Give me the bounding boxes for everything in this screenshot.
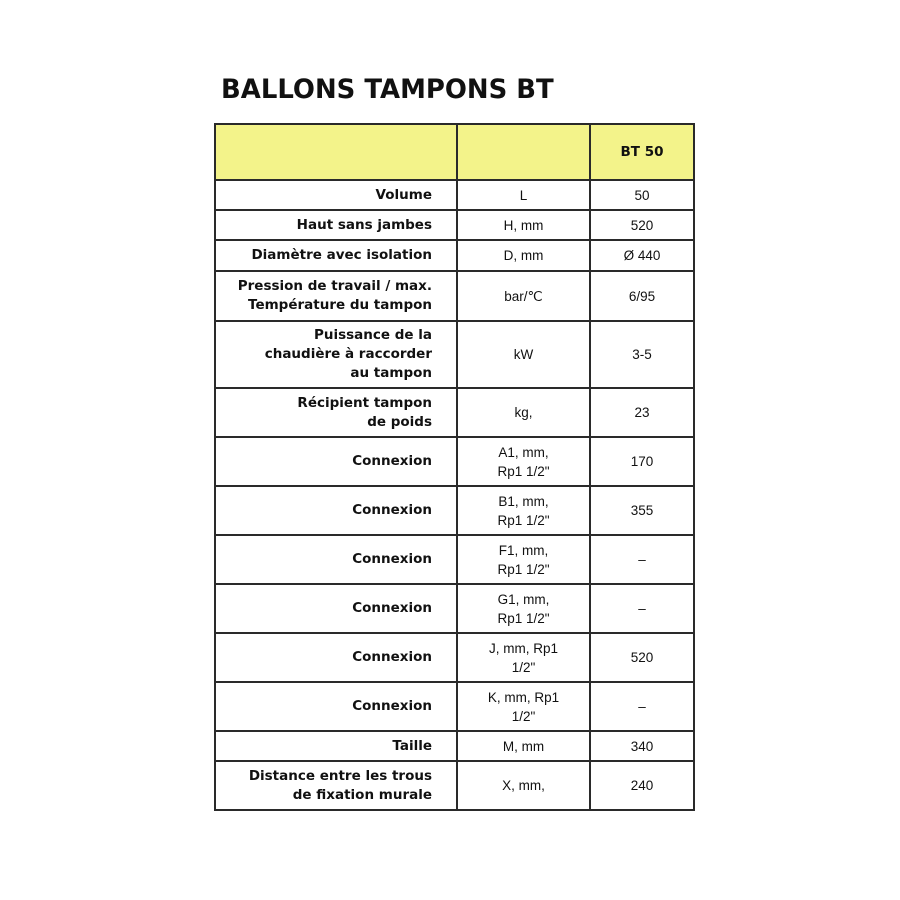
table-row bbox=[215, 437, 694, 486]
row-label-line: Connexion bbox=[352, 453, 432, 469]
row-unit-line: L bbox=[519, 187, 528, 203]
row-label-line: de fixation murale bbox=[292, 786, 432, 803]
row-label-line: Connexion bbox=[352, 551, 432, 567]
row-unit-line: J, mm, Rp1 bbox=[488, 640, 558, 656]
row-label-line: Pression de travail / max. bbox=[237, 278, 432, 294]
row-value: 170 bbox=[590, 437, 694, 486]
table-row bbox=[215, 486, 694, 535]
row-unit bbox=[457, 210, 590, 240]
row-label-line: chaudière à raccorder bbox=[264, 346, 432, 362]
row-label-line: Distance entre les trous bbox=[248, 767, 432, 784]
row-label bbox=[215, 486, 457, 535]
row-label-line: Connexion bbox=[352, 649, 432, 665]
table-header-row bbox=[215, 124, 694, 180]
row-unit-line: kW bbox=[513, 347, 534, 362]
row-label bbox=[215, 682, 457, 731]
row-label bbox=[215, 584, 457, 633]
spec-table bbox=[214, 123, 695, 811]
table-row bbox=[215, 271, 694, 321]
row-value: 6/95 bbox=[590, 271, 694, 321]
row-unit-line: K, mm, Rp1 bbox=[487, 689, 560, 705]
row-value: 355 bbox=[590, 486, 694, 535]
row-value: 50 bbox=[590, 180, 694, 210]
row-label bbox=[215, 437, 457, 486]
row-unit-line: 1/2" bbox=[511, 659, 536, 675]
table-row bbox=[215, 584, 694, 633]
table-row bbox=[215, 240, 694, 271]
row-unit-line: F1, mm, bbox=[498, 542, 549, 558]
row-unit-line: B1, mm, bbox=[498, 493, 549, 509]
row-unit bbox=[457, 437, 590, 486]
row-unit bbox=[457, 633, 590, 682]
row-label bbox=[215, 633, 457, 682]
row-unit-line: Rp1 1/2" bbox=[497, 463, 550, 479]
row-value: 520 bbox=[590, 633, 694, 682]
row-unit bbox=[457, 271, 590, 321]
row-value: Ø 440 bbox=[590, 240, 694, 271]
table-row bbox=[215, 535, 694, 584]
header-unit-cell bbox=[457, 124, 590, 180]
row-label bbox=[215, 761, 457, 810]
row-value: – bbox=[590, 535, 694, 584]
row-label bbox=[215, 240, 457, 271]
table-row bbox=[215, 388, 694, 437]
row-value: 340 bbox=[590, 731, 694, 761]
row-label bbox=[215, 321, 457, 388]
row-unit-line: H, mm bbox=[503, 217, 544, 233]
row-label-line: Puissance de la bbox=[313, 327, 432, 343]
row-label-line: Température du tampon bbox=[248, 297, 432, 313]
row-value: – bbox=[590, 682, 694, 731]
row-unit-line: G1, mm, bbox=[497, 591, 550, 607]
row-unit-line: kg, bbox=[514, 405, 533, 420]
row-unit-line: Rp1 1/2" bbox=[497, 512, 550, 528]
table-row bbox=[215, 210, 694, 240]
row-unit-line: bar/℃ bbox=[504, 288, 543, 304]
row-value: 23 bbox=[590, 388, 694, 437]
row-unit-line: D, mm bbox=[503, 248, 544, 263]
row-unit-line: X, mm, bbox=[502, 778, 545, 793]
row-label-line: Diamètre avec isolation bbox=[251, 247, 432, 263]
row-label bbox=[215, 271, 457, 321]
row-unit bbox=[457, 761, 590, 810]
row-value: 240 bbox=[590, 761, 694, 810]
row-unit bbox=[457, 240, 590, 271]
row-unit bbox=[457, 731, 590, 761]
row-unit-line: Rp1 1/2" bbox=[497, 561, 550, 577]
row-label-line: Récipient tampon bbox=[297, 394, 432, 411]
row-label-line: Connexion bbox=[352, 600, 432, 616]
table-row bbox=[215, 633, 694, 682]
row-label bbox=[215, 180, 457, 210]
row-label bbox=[215, 388, 457, 437]
row-unit bbox=[457, 535, 590, 584]
header-model-cell: BT 50 bbox=[590, 124, 694, 180]
row-unit bbox=[457, 321, 590, 388]
row-label-line: au tampon bbox=[350, 365, 432, 381]
row-label-line: Haut sans jambes bbox=[296, 216, 432, 233]
row-value: 520 bbox=[590, 210, 694, 240]
row-label-line: de poids bbox=[367, 413, 432, 430]
row-unit-line: 1/2" bbox=[511, 708, 536, 724]
row-label bbox=[215, 535, 457, 584]
row-label-line: Taille bbox=[392, 737, 432, 754]
row-value: – bbox=[590, 584, 694, 633]
spec-table-body bbox=[215, 124, 694, 810]
row-label bbox=[215, 731, 457, 761]
row-label-line: Volume bbox=[375, 186, 432, 203]
row-unit-line: Rp1 1/2" bbox=[497, 610, 550, 626]
row-label-line: Connexion bbox=[352, 502, 432, 518]
table-row bbox=[215, 180, 694, 210]
header-label-cell bbox=[215, 124, 457, 180]
row-label-line: Connexion bbox=[352, 698, 432, 714]
table-row bbox=[215, 731, 694, 761]
page-title: BALLONS TAMPONS BT bbox=[221, 74, 554, 105]
row-value: 3-5 bbox=[590, 321, 694, 388]
table-row bbox=[215, 682, 694, 731]
row-unit-line: M, mm bbox=[502, 738, 545, 754]
table-row bbox=[215, 761, 694, 810]
table-row bbox=[215, 321, 694, 388]
row-unit bbox=[457, 486, 590, 535]
row-unit bbox=[457, 584, 590, 633]
row-unit bbox=[457, 682, 590, 731]
row-unit bbox=[457, 180, 590, 210]
row-unit-line: A1, mm, bbox=[498, 444, 549, 460]
row-label bbox=[215, 210, 457, 240]
row-unit bbox=[457, 388, 590, 437]
